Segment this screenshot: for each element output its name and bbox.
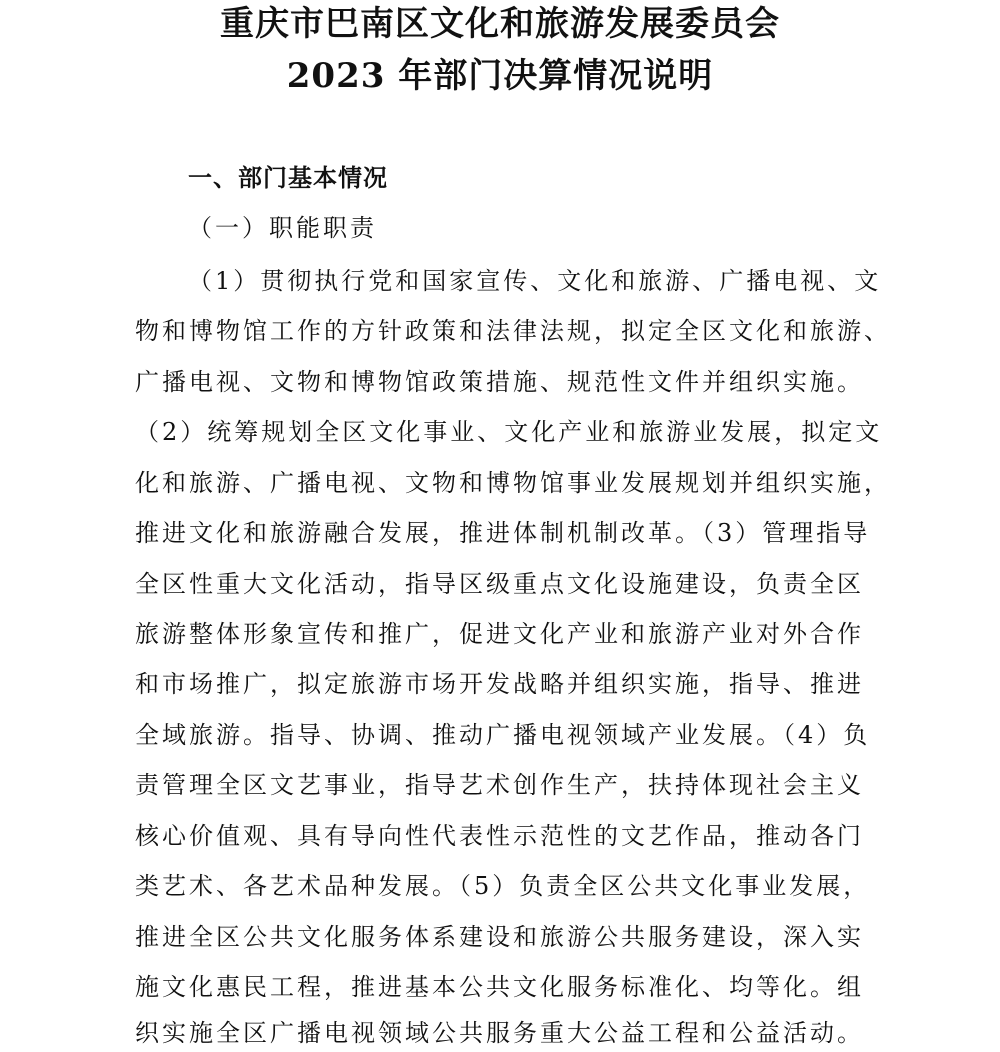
- paragraph-line: （2）统筹规划全区文化事业、文化产业和旅游业发展，拟定文: [135, 418, 883, 446]
- paragraph-line: 推进文化和旅游融合发展，推进体制机制改革。（3）管理指导: [135, 519, 871, 547]
- subsection-heading: （一）职能职责: [188, 214, 377, 242]
- paragraph-line: 全域旅游。指导、协调、推动广播电视领域产业发展。（4）负: [135, 721, 871, 749]
- document-title-line-1: 重庆市巴南区文化和旅游发展委员会: [220, 4, 780, 44]
- paragraph-line: 物和博物馆工作的方针政策和法律法规，拟定全区文化和旅游、: [135, 317, 891, 345]
- paragraph-line: （1）贯彻执行党和国家宣传、文化和旅游、广播电视、文: [188, 267, 882, 295]
- paragraph-line: 旅游整体形象宣传和推广，促进文化产业和旅游产业对外合作: [135, 620, 864, 648]
- paragraph-line: 和市场推广，拟定旅游市场开发战略并组织实施，指导、推进: [135, 670, 864, 698]
- paragraph-line: 责管理全区文艺事业，指导艺术创作生产，扶持体现社会主义: [135, 771, 864, 799]
- paragraph-line: 推进全区公共文化服务体系建设和旅游公共服务建设，深入实: [135, 923, 864, 951]
- paragraph-line: 全区性重大文化活动，指导区级重点文化设施建设，负责全区: [135, 570, 864, 598]
- paragraph-line: 化和旅游、广播电视、文物和博物馆事业发展规划并组织实施，: [135, 469, 891, 497]
- paragraph-line: 广播电视、文物和博物馆政策措施、规范性文件并组织实施。: [135, 368, 864, 396]
- paragraph-line: 施文化惠民工程，推进基本公共文化服务标准化、均等化。组: [135, 973, 864, 1001]
- paragraph-line: 织实施全区广播电视领域公共服务重大公益工程和公益活动。: [135, 1019, 864, 1047]
- document-title-line-2: 2023 年部门决算情况说明: [286, 56, 714, 96]
- paragraph-line: 核心价值观、具有导向性代表性示范性的文艺作品，推动各门: [135, 822, 864, 850]
- paragraph-line: 类艺术、各艺术品种发展。（5）负责全区公共文化事业发展，: [135, 872, 871, 900]
- section-heading: 一、部门基本情况: [188, 164, 388, 192]
